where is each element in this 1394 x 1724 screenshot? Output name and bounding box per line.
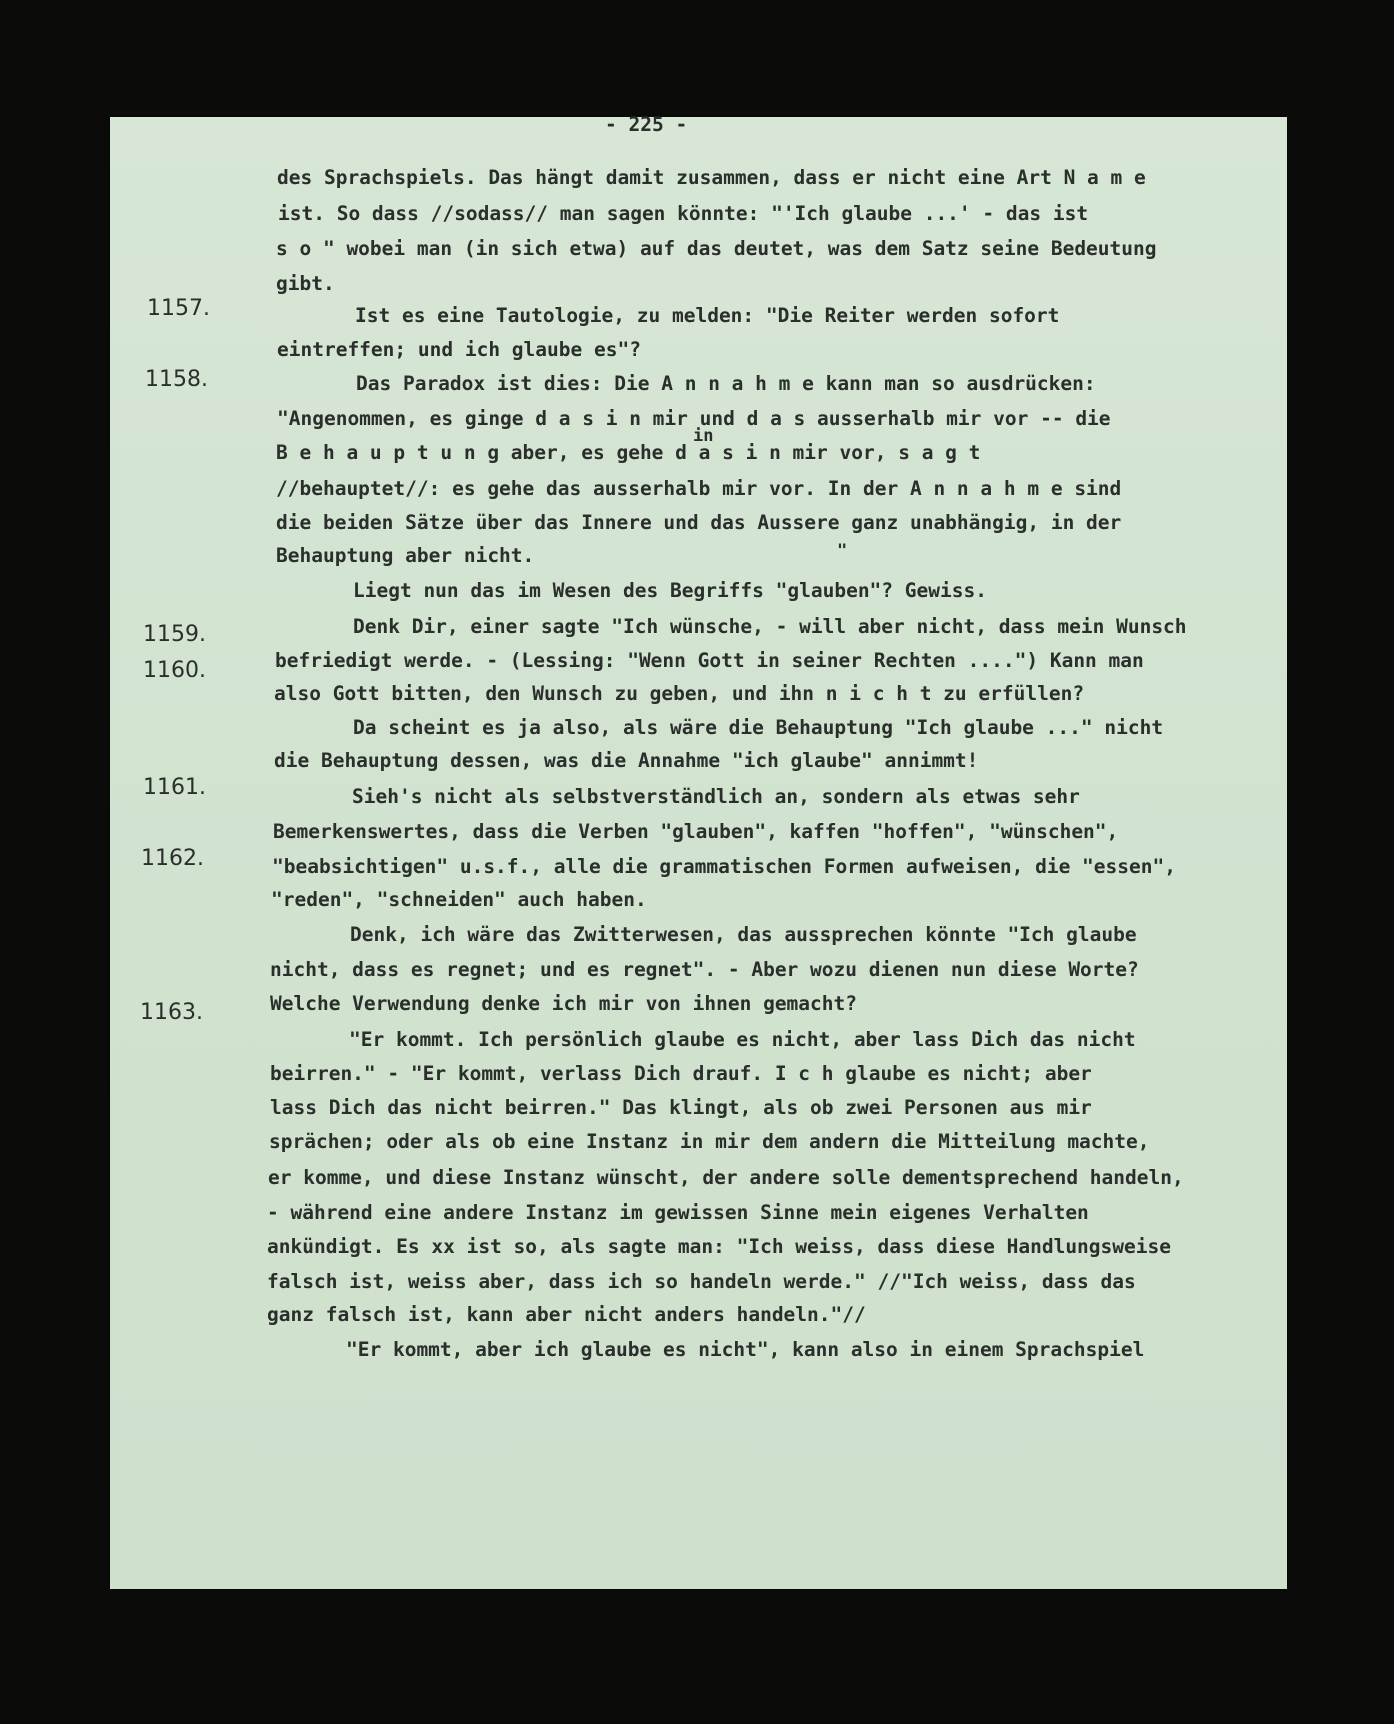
text-line: Denk, ich wäre das Zwitterwesen, das aussprechen könnte "Ich glaube — [350, 923, 1137, 946]
paragraph-number-1158: 1158. — [145, 367, 208, 392]
text-line: also Gott bitten, den Wunsch zu geben, und ihn n i c h t zu erfüllen? — [274, 682, 1085, 705]
text-line: ist. So dass //sodass// man sagen könnte: "'Ich glaube ...' - das ist — [278, 202, 1089, 225]
text-line: B e h a u p t u n g aber, es gehe d a s i n mir vor, s a g t — [276, 441, 981, 464]
text-line: "beabsichtigen" u.s.f., alle die grammatischen Formen aufweisen, die "essen", — [272, 855, 1176, 878]
paragraph-number-1157: 1157. — [147, 296, 210, 321]
interlinear-insertion-in: in — [693, 426, 714, 446]
text-line: lass Dich das nicht beirren." Das klingt, als ob zwei Personen aus mir — [270, 1096, 1092, 1119]
text-line: befriedigt werde. - (Lessing: "Wenn Gott in seiner Rechten ....") Kann man — [275, 649, 1144, 672]
typescript-page — [110, 113, 1287, 1589]
paragraph-number-1161: 1161. — [143, 775, 206, 800]
text-line: nicht, dass es regnet; und es regnet". - Aber wozu dienen nun diese Worte? — [270, 958, 1139, 981]
text-line: gibt. — [276, 272, 335, 295]
text-line: "Er kommt. Ich persönlich glaube es nicht, aber lass Dich das nicht — [349, 1028, 1136, 1051]
text-line: Sieh's nicht als selbstverständlich an, sondern als etwas sehr — [352, 785, 1080, 808]
text-line: ankündigt. Es xx ist so, als sagte man: "Ich weiss, dass diese Handlungsweise — [267, 1235, 1171, 1258]
text-line: s o " wobei man (in sich etwa) auf das deutet, was dem Satz seine Bedeutung — [276, 237, 1157, 260]
text-line: die beiden Sätze über das Innere und das Aussere ganz unabhängig, in der — [276, 511, 1122, 534]
text-line: "Angenommen, es ginge d a s i n mir und d a s ausserhalb mir vor -- die — [277, 407, 1111, 430]
text-line: falsch ist, weiss aber, dass ich so handeln werde." //"Ich weiss, dass das — [267, 1270, 1136, 1293]
text-line: "reden", "schneiden" auch haben. — [271, 888, 647, 911]
paragraph-number-1159: 1159. — [143, 622, 206, 647]
text-line: Ist es eine Tautologie, zu melden: "Die Reiter werden sofort — [355, 304, 1060, 327]
text-line: beirren." - "Er kommt, verlass Dich drauf. I c h glaube es nicht; aber — [270, 1062, 1092, 1085]
text-line: sprächen; oder als ob eine Instanz in mir dem andern die Mitteilung machte, — [269, 1130, 1150, 1153]
text-line: er komme, und diese Instanz wünscht, der andere solle dementsprechend handeln, — [268, 1166, 1184, 1189]
text-line: Behauptung aber nicht. — [276, 544, 535, 567]
text-line: des Sprachspiels. Das hängt damit zusammen, dass er nicht eine Art N a m e — [277, 166, 1146, 189]
text-line: Das Paradox ist dies: Die A n n a h m e kann man so ausdrücken: — [356, 372, 1096, 395]
text-line: Da scheint es ja also, als wäre die Behauptung "Ich glaube ..." nicht — [353, 716, 1164, 739]
text-line: die Behauptung dessen, was die Annahme "ich glaube" annimmt! — [274, 749, 979, 772]
page-number: - 225 - — [605, 113, 688, 136]
text-line: Welche Verwendung denke ich mir von ihnen gemacht? — [270, 992, 857, 1015]
paragraph-number-1160: 1160. — [143, 658, 206, 683]
text-line: eintreffen; und ich glaube es"? — [277, 338, 641, 361]
paragraph-number-1163: 1163. — [140, 1000, 203, 1025]
text-line: Denk Dir, einer sagte "Ich wünsche, - will aber nicht, dass mein Wunsch — [353, 615, 1187, 638]
text-line: ganz falsch ist, kann aber nicht anders handeln."// — [267, 1303, 866, 1326]
paragraph-number-1162: 1162. — [141, 846, 204, 871]
text-line: Liegt nun das im Wesen des Begriffs "glauben"? Gewiss. — [353, 579, 987, 602]
text-line: Bemerkenswertes, dass die Verben "glauben", kaffen "hoffen", "wünschen", — [273, 820, 1119, 843]
text-line: //behauptet//: es gehe das ausserhalb mir vor. In der A n n a h m e sind — [276, 477, 1122, 500]
interlinear-umlaut-mark: " — [837, 541, 848, 561]
text-line: "Er kommt, aber ich glaube es nicht", kann also in einem Sprachspiel — [346, 1338, 1145, 1361]
text-line: - während eine andere Instanz im gewissen Sinne mein eigenes Verhalten — [267, 1201, 1089, 1224]
